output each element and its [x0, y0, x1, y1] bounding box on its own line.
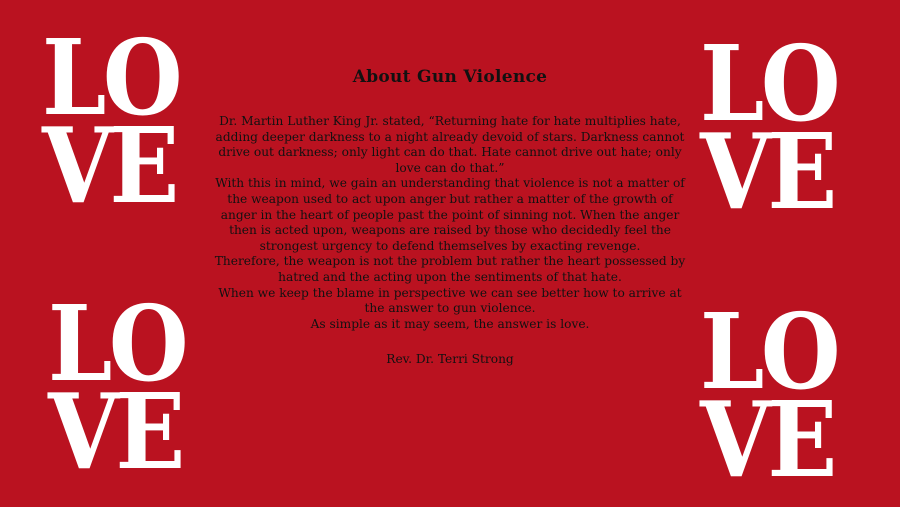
love-top-line: LO	[700, 22, 838, 145]
article-paragraph: Dr. Martin Luther King Jr. stated, “Returning hate for hate multiplies hate, adding deeper darkness to a night already devoid of stars. Darkness cannot drive out darkness; only light can do that. Hate cannot drive out hate; only love can do that.”	[215, 114, 685, 175]
article-paragraph: When we keep the blame in perspective we can see better how to arrive at the answer to gun violence.	[218, 285, 682, 316]
love-graphic-top-right	[700, 22, 838, 233]
article-paragraph: With this in mind, we gain an understanding that violence is not a matter of the weapon used to act upon anger but rather a matter of the growth of anger in the heart of people past the point of sinning not. When the anger then is acted upon, weapons are raised by those who decidedly feel the strongest urgency to defend themselves by exacting revenge.	[215, 176, 685, 253]
love-bottom-line: VE	[700, 110, 834, 233]
love-graphic-top-left	[42, 16, 180, 227]
love-top-line: LO	[42, 16, 180, 139]
article-paragraph: As simple as it may seem, the answer is love.	[310, 316, 590, 331]
article-paragraph: Therefore, the weapon is not the problem but rather the heart possessed by hatred and the acting upon the sentiments of that hate.	[214, 254, 686, 284]
love-bottom-line: VE	[48, 370, 182, 493]
love-graphic-bottom-left	[48, 282, 186, 493]
article-body	[210, 114, 690, 332]
love-graphic-bottom-right	[700, 290, 838, 501]
love-bottom-line: VE	[42, 104, 176, 227]
love-top-line: LO	[48, 282, 186, 405]
article-block	[210, 66, 690, 368]
article-title: About Gun Violence	[352, 67, 548, 87]
author-signature: Rev. Dr. Terri Strong	[386, 352, 514, 367]
love-top-line: LO	[700, 290, 838, 413]
love-bottom-line: VE	[700, 378, 834, 501]
